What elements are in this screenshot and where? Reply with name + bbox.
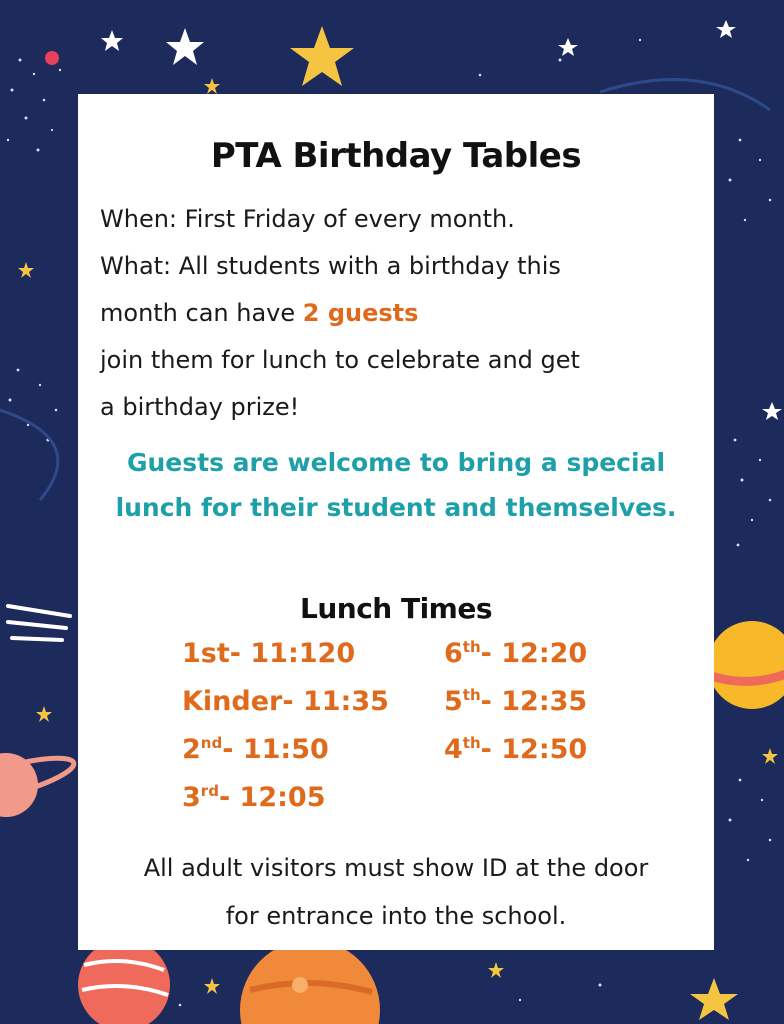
lunch-time-row: 1st- 11:120 <box>182 638 356 669</box>
what-line-4: a birthday prize! <box>100 393 300 421</box>
lunch-time-row: 4th- 12:50 <box>444 734 588 765</box>
lunch-time-row: 2nd- 11:50 <box>182 734 329 765</box>
guest-lunch-notice: Guests are welcome to bring a special lunch for their student and themselves. <box>115 448 677 522</box>
footer-line-1: All adult visitors must show ID at the door <box>143 854 649 882</box>
lunch-times-heading: Lunch Times <box>299 592 493 625</box>
lunch-times-right-column <box>444 630 587 774</box>
footer-line-2: for entrance into the school. <box>225 902 567 930</box>
lunch-time-row: 6th- 12:20 <box>444 638 588 669</box>
lunch-time-row: 3rd- 12:05 <box>182 782 326 813</box>
lunch-time-row: 5th- 12:35 <box>444 686 588 717</box>
what-line-1: What: All students with a birthday this <box>100 252 561 280</box>
lunch-time-row: Kinder- 11:35 <box>182 686 389 717</box>
what-line-2 <box>100 290 700 337</box>
lunch-times-left-column <box>182 630 389 822</box>
when-line: When: First Friday of every month. <box>100 205 515 233</box>
flyer-card <box>78 94 714 950</box>
visitor-id-notice <box>88 844 704 940</box>
event-details <box>100 196 700 431</box>
what-line-3: join them for lunch to celebrate and get <box>100 346 580 374</box>
what-line-2-prefix: month can have <box>100 299 296 327</box>
guests-highlight: 2 guests <box>302 299 419 327</box>
flyer-title: PTA Birthday Tables <box>210 136 582 176</box>
